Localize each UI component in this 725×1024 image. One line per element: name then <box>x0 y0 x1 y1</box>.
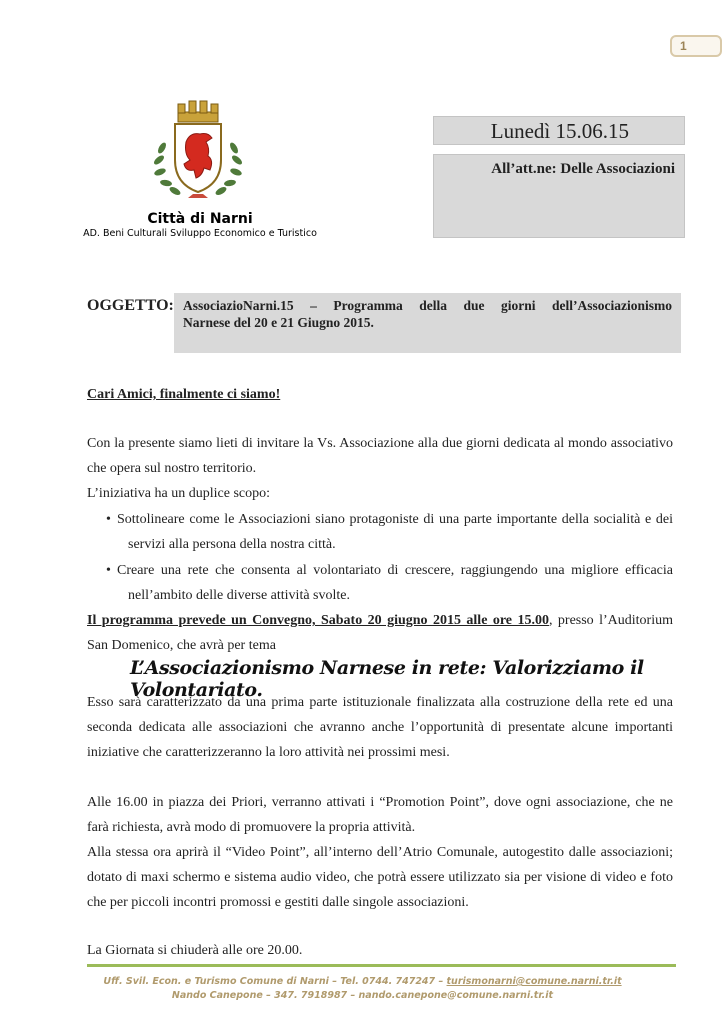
paragraph-2-line-1: Alle 16.00 in piazza dei Priori, verranno attivati i “Promotion Point”, dove ogni associazione, che ne <box>87 795 673 810</box>
page-number-tab <box>670 35 722 57</box>
city-department: AD. Beni Culturali Sviluppo Economico e Turistico <box>83 228 317 239</box>
program-line-1 <box>87 608 673 633</box>
subject-line-2: Narnese del 20 e 21 Giugno 2015. <box>183 315 374 330</box>
footer-divider <box>87 964 676 967</box>
footer-office: Uff. Svil. Econ. e Turismo Comune di Narni – Tel. 0744. 747247 – <box>103 976 447 987</box>
greeting-text: Cari Amici, finalmente ci siamo! <box>87 387 281 402</box>
bullet-line-2: nell’ambito delle diverse attività svolte. <box>128 588 350 603</box>
purpose-line: L’iniziativa ha un duplice scopo: <box>87 486 270 501</box>
bullet-dot-icon: • <box>106 512 111 527</box>
paragraph-1-line-2: seconda dedicata alle associazioni che avranno anche l’opportunità di presentate alcune importanti <box>87 720 673 735</box>
footer-email-link[interactable]: turismonarni@comune.narni.tr.it <box>446 976 622 987</box>
greeting <box>87 382 673 407</box>
paragraph-3-line-2: dotato di maxi schermo e sistema audio video, che potrà essere utilizzato sia per visione di video e foto <box>87 870 673 885</box>
closing-line: La Giornata si chiuderà alle ore 20.00. <box>87 943 303 958</box>
paragraph-3-line-3: che per piccoli incontri promossi e gestiti dalle singole associazioni. <box>87 895 469 910</box>
footer-line-1 <box>0 976 725 987</box>
paragraph-1-line-1: Esso sarà caratterizzato da una prima parte istituzionale finalizzata alla costruzione della rete ed una <box>87 695 673 710</box>
bullet-dot-icon: • <box>106 563 111 578</box>
paragraph-2-line-2: farà richiesta, avrà modo di promuovere la propria attività. <box>87 820 416 835</box>
subject-box <box>174 293 681 353</box>
paragraph-1-line-3: iniziative che caratterizzeranno la loro attività nei prossimi mesi. <box>87 745 450 760</box>
attention-box: All’att.ne: Delle Associazioni <box>433 154 685 238</box>
event-headline: L’Associazionismo Narnese in rete: Valorizziamo il Volontariato. <box>130 657 644 701</box>
bullet-line-1: Sottolineare come le Associazioni siano protagoniste di una parte importante della socialità e dei <box>117 512 673 527</box>
subject-line-1: AssociazioNarni.15 – Programma della due giorni dell’Associazionismo <box>183 298 672 313</box>
paragraph-3-line-1: Alla stessa ora aprirà il “Video Point”, all’interno dell’Atrio Comunale, autogestito dalle associazioni; <box>87 845 673 860</box>
program-line-2: San Domenico, che avrà per tema <box>87 638 276 653</box>
bullet-line-2: servizi alla persona della nostra città. <box>128 537 336 552</box>
date-box: Lunedì 15.06.15 <box>433 116 685 145</box>
city-coat-of-arms-icon <box>148 98 248 203</box>
bullet-item <box>106 507 673 557</box>
program-highlight: Il programma prevede un Convegno, Sabato 20 giugno 2015 alle ore 15.00 <box>87 613 549 628</box>
intro-line-2: che opera sul nostro territorio. <box>87 461 257 476</box>
program-rest: , presso l’Auditorium <box>548 613 674 628</box>
subject-label: OGGETTO: <box>87 297 174 314</box>
bullet-item <box>106 558 673 608</box>
intro-line-1: Con la presente siamo lieti di invitare la Vs. Associazione alla due giorni dedicata al mondo associativo <box>87 436 673 451</box>
bullet-line-1: Creare una rete che consenta al volontariato di crescere, raggiungendo una migliore efficacia <box>117 563 673 578</box>
city-name: Città di Narni <box>147 211 253 227</box>
footer-line-2: Nando Canepone – 347. 7918987 – nando.canepone@comune.narni.tr.it <box>171 990 554 1001</box>
page-number: 1 <box>680 39 687 53</box>
